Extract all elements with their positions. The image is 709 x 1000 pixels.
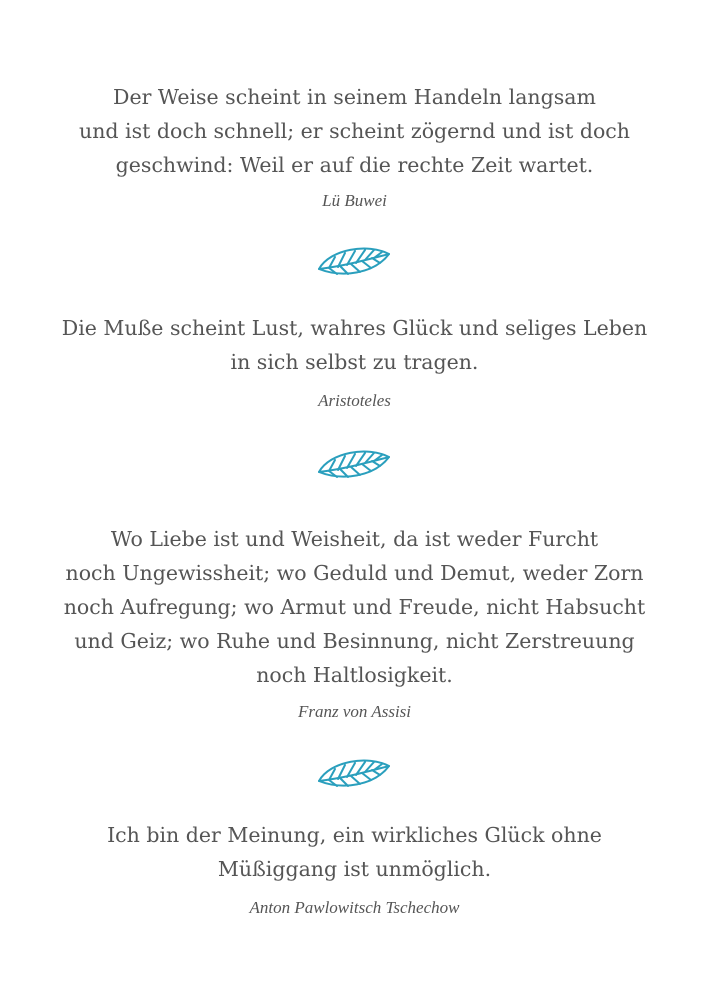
quote-text <box>40 818 669 886</box>
quote-block-1 <box>40 80 669 182</box>
quote-line: Ich bin der Meinung, ein wirkliches Glück ohne <box>107 823 602 847</box>
quote-line: und ist doch schnell; er scheint zögernd und ist doch <box>79 119 630 143</box>
leaf-icon <box>316 448 392 482</box>
quote-block-3 <box>40 522 669 692</box>
quote-line: in sich selbst zu tragen. <box>230 350 479 374</box>
author-block-3 <box>40 702 669 722</box>
quote-line: Die Muße scheint Lust, wahres Glück und seliges Leben <box>61 316 648 340</box>
quote-line: noch Aufregung; wo Armut und Freude, nicht Habsucht <box>63 595 646 619</box>
quote-author: Aristoteles <box>318 391 391 410</box>
quote-author: Anton Pawlowitsch Tschechow <box>249 898 460 917</box>
quote-line: Der Weise scheint in seinem Handeln langsam <box>113 85 596 109</box>
quote-line: noch Haltlosigkeit. <box>256 663 453 687</box>
quote-text <box>40 80 669 182</box>
quote-line: noch Ungewissheit; wo Geduld und Demut, weder Zorn <box>65 561 644 585</box>
quote-author: Lü Buwei <box>322 191 387 210</box>
quote-line: Wo Liebe ist und Weisheit, da ist weder Furcht <box>110 527 599 551</box>
leaf-icon <box>316 245 392 279</box>
quote-author: Franz von Assisi <box>297 702 412 721</box>
quote-line: Müßiggang ist unmöglich. <box>217 857 492 881</box>
quote-text <box>40 522 669 692</box>
leaf-icon <box>316 757 392 791</box>
author-block-2 <box>40 391 669 411</box>
author-block-4 <box>40 898 669 918</box>
quote-block-2 <box>40 311 669 379</box>
quote-text <box>40 311 669 379</box>
quote-line: geschwind: Weil er auf die rechte Zeit wartet. <box>115 153 594 177</box>
quote-line: und Geiz; wo Ruhe und Besinnung, nicht Zerstreuung <box>74 629 635 653</box>
author-block-1 <box>40 191 669 211</box>
quote-block-4 <box>40 818 669 886</box>
